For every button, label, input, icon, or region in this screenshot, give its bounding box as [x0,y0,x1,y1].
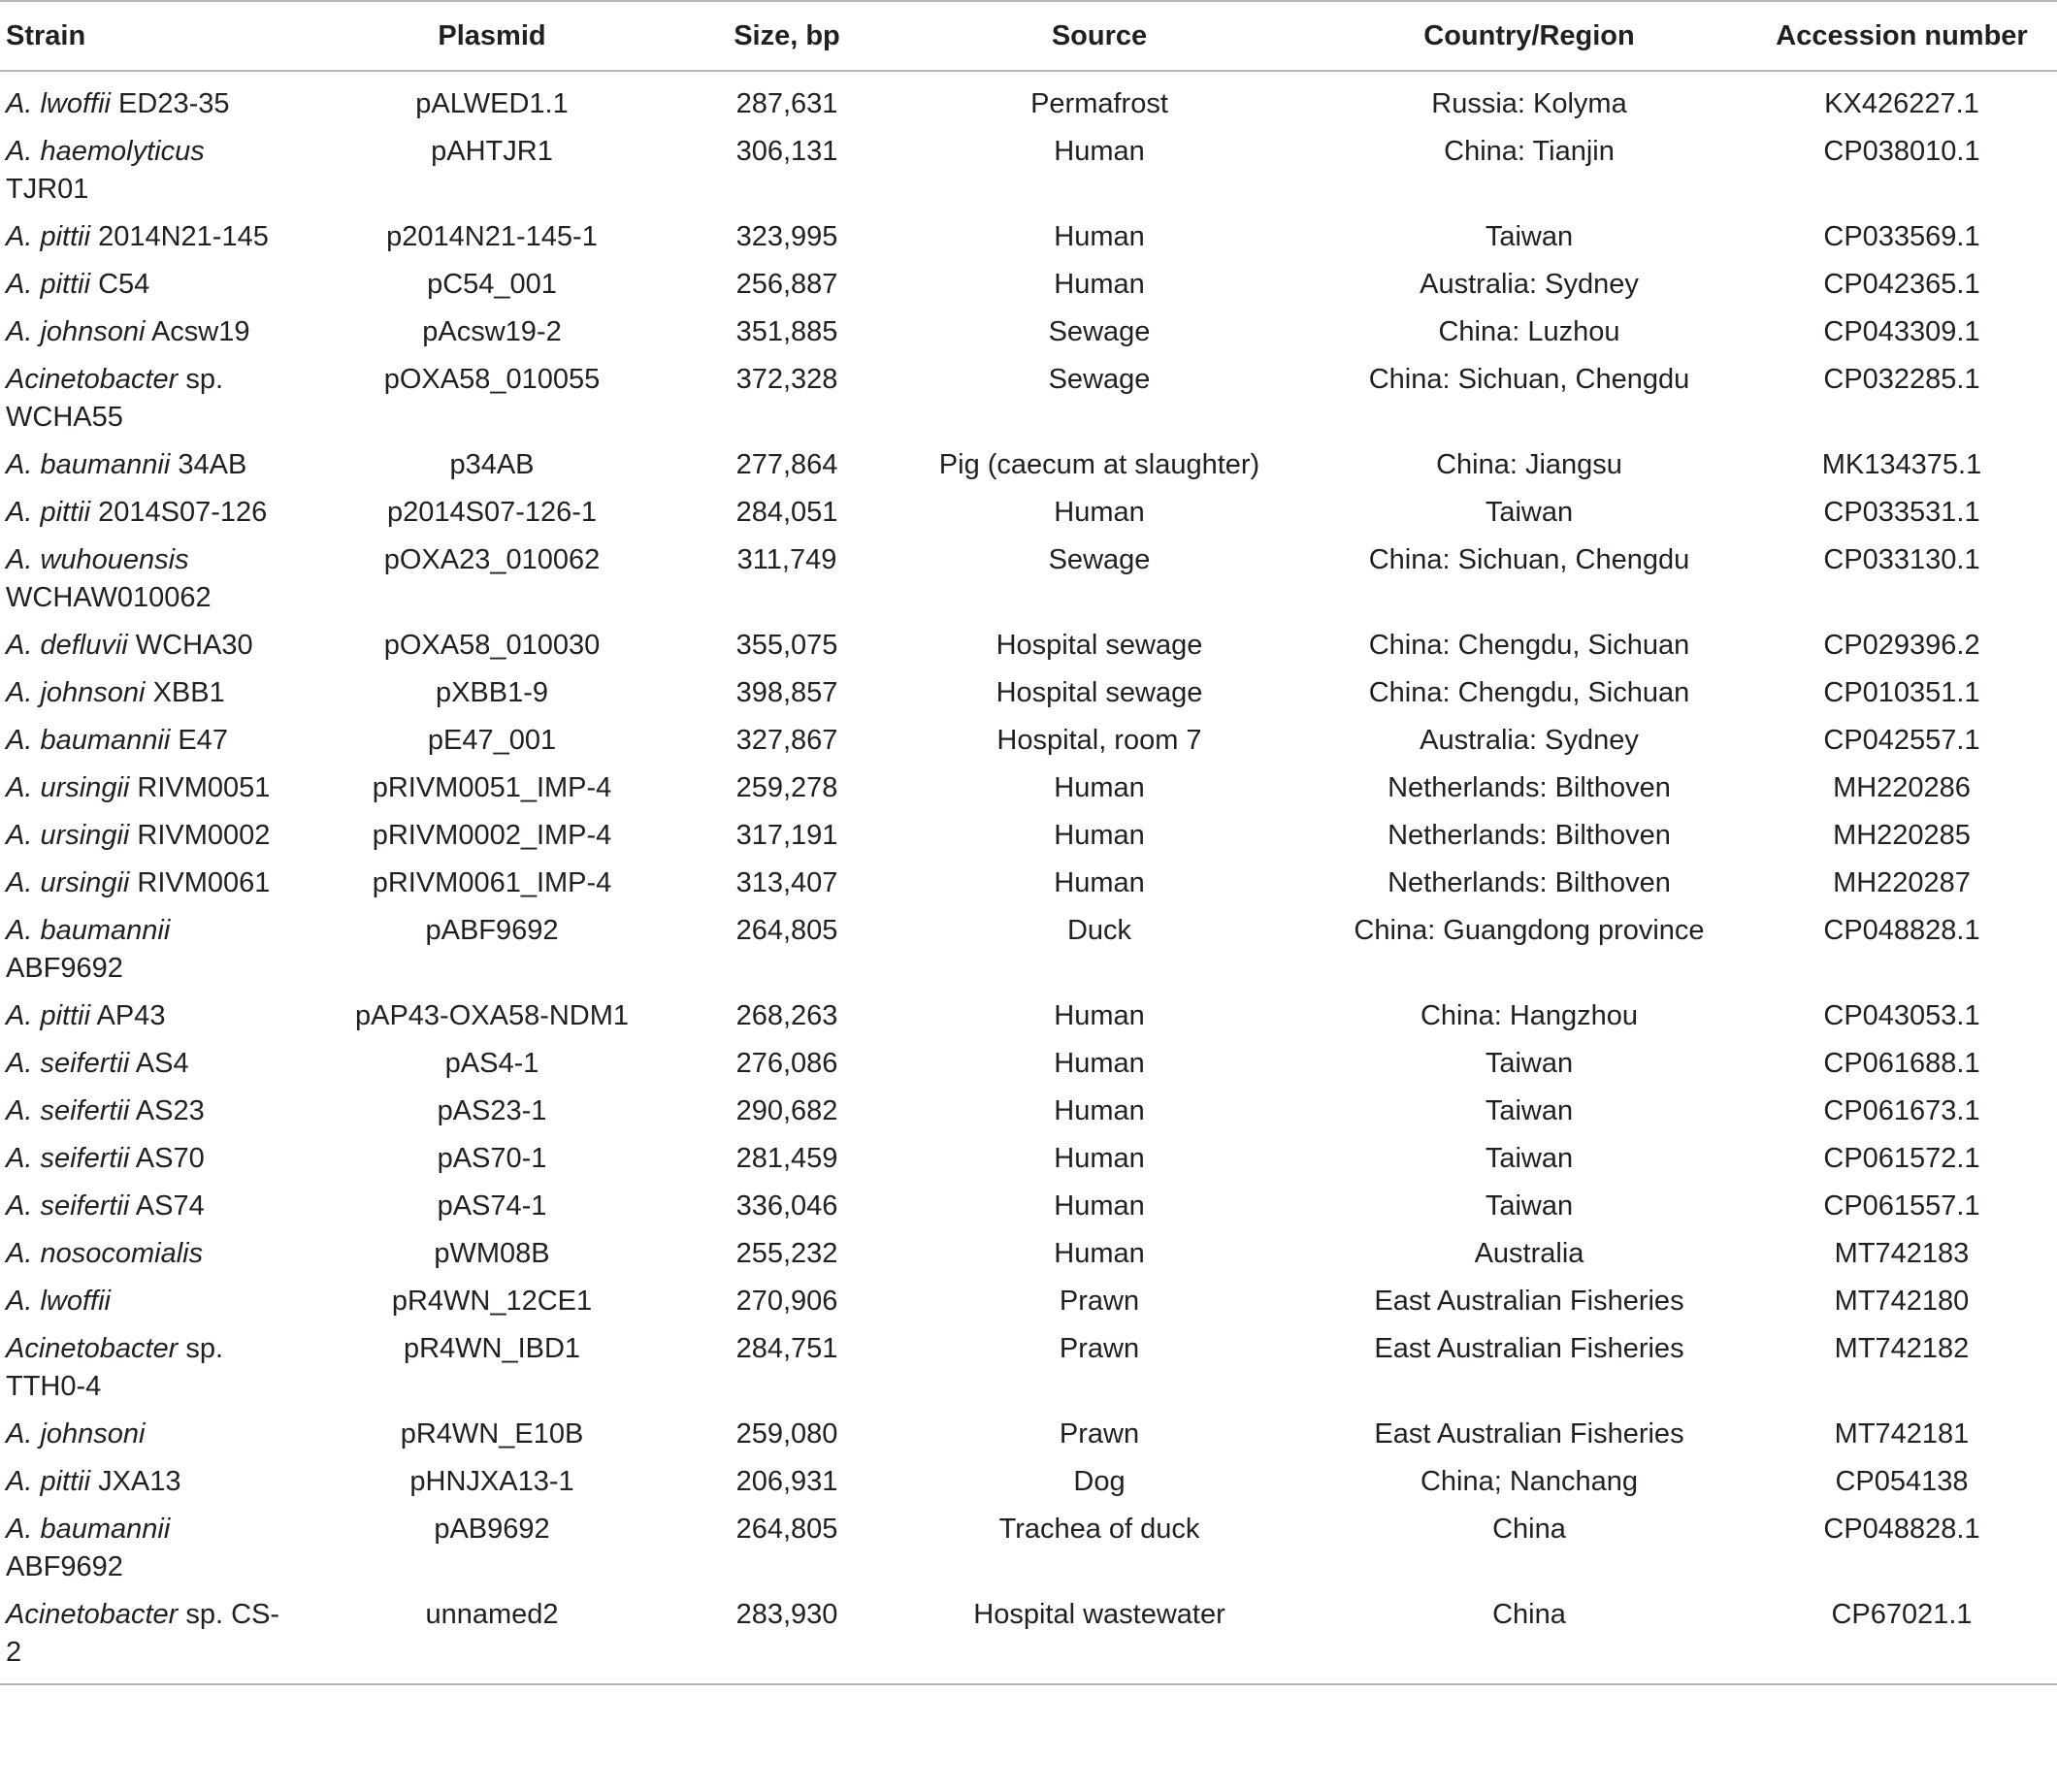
cell-accession: CP029396.2 [1823,630,1980,661]
cell-size: 256,887 [735,269,838,300]
cell-accession: CP048828.1 [1823,1514,1980,1545]
table-row [0,1277,2057,1324]
cell-source: Human [1054,1048,1145,1079]
cell-country: Australia: Sydney [1420,725,1639,756]
strain-isolate: ABF9692 [6,1551,123,1582]
cell-source: Sewage [1048,544,1151,575]
cell-country: Taiwan [1485,1048,1574,1079]
cell-accession: CP032285.1 [1823,364,1980,395]
cell-size: 306,131 [735,136,838,167]
cell-country: Taiwan [1485,1095,1574,1126]
cell-size: 327,867 [735,725,838,756]
cell-strain [0,1410,291,1457]
cell-accession: MH220287 [1833,867,1971,898]
cell-size: 372,328 [735,364,838,395]
cell-accession: MT742180 [1834,1286,1970,1317]
strain-species: A. johnsoni [6,316,146,347]
cell-strain [0,260,291,308]
cell-plasmid: pRIVM0061_IMP-4 [372,867,612,898]
strain-species: A. baumannii [6,915,171,946]
cell-size: 313,407 [735,867,838,898]
cell-country: China: Jiangsu [1436,449,1622,480]
cell-country: Australia [1474,1238,1584,1269]
cell-strain [0,621,291,668]
cell-plasmid: pR4WN_IBD1 [403,1333,581,1364]
cell-strain [0,992,291,1039]
cell-size: 259,080 [735,1418,838,1450]
strain-isolate: WCHA30 [135,630,253,661]
cell-size: 311,749 [736,544,837,575]
cell-country: East Australian Fisheries [1374,1333,1684,1364]
cell-country: China [1492,1599,1566,1630]
table-row [0,668,2057,716]
cell-plasmid: p34AB [449,449,535,480]
header-size: Size, bp [734,19,840,51]
cell-accession: CP033531.1 [1823,497,1980,528]
table-row [0,440,2057,488]
cell-size: 290,682 [735,1095,838,1126]
cell-accession: CP061673.1 [1823,1095,1980,1126]
cell-accession: CP054138 [1835,1466,1969,1497]
cell-source: Hospital wastewater [973,1599,1225,1630]
cell-strain [0,71,291,127]
table-row [0,1410,2057,1457]
cell-source: Human [1054,221,1145,252]
cell-plasmid: unnamed2 [425,1599,559,1630]
strain-species: A. nosocomialis [6,1238,204,1269]
strain-species: A. pittii [6,497,91,528]
cell-size: 283,930 [735,1599,838,1630]
cell-source: Permafrost [1030,88,1168,119]
cell-source: Hospital sewage [996,677,1203,708]
cell-country: East Australian Fisheries [1374,1286,1684,1317]
cell-plasmid: pRIVM0051_IMP-4 [372,772,612,803]
cell-strain [0,1277,291,1324]
strain-isolate: ABF9692 [6,953,123,984]
table-row [0,764,2057,811]
cell-strain [0,811,291,859]
cell-strain [0,764,291,811]
cell-country: China: Tianjin [1444,136,1615,167]
cell-plasmid: pAS74-1 [437,1190,547,1222]
strain-species: A. lwoffii [6,1286,111,1317]
cell-country: Russia: Kolyma [1431,88,1627,119]
cell-strain [0,906,291,992]
cell-source: Prawn [1059,1286,1140,1317]
cell-plasmid: pOXA58_010030 [383,630,601,661]
cell-source: Human [1054,867,1145,898]
cell-strain [0,127,291,212]
strain-isolate: XBB1 [152,677,225,708]
strain-isolate: TJR01 [6,174,89,205]
strain-isolate: RIVM0061 [137,867,271,898]
cell-accession: CP042557.1 [1823,725,1980,756]
cell-size: 270,906 [735,1286,838,1317]
cell-size: 355,075 [735,630,838,661]
strain-isolate: sp. WCHA55 [6,364,224,433]
table-row [0,716,2057,764]
table-row [0,260,2057,308]
cell-accession: CP061557.1 [1823,1190,1980,1222]
cell-accession: MH220286 [1833,772,1971,803]
table-row [0,1324,2057,1410]
cell-size: 264,805 [735,1514,838,1545]
cell-source: Hospital sewage [996,630,1203,661]
cell-size: 284,751 [735,1333,838,1364]
strain-species: A. seifertii [6,1190,130,1222]
cell-accession: CP043309.1 [1823,316,1980,347]
cell-source: Hospital, room 7 [996,725,1202,756]
strain-isolate: 2014N21-145 [98,221,269,252]
cell-source: Trachea of duck [998,1514,1200,1545]
cell-plasmid: p2014N21-145-1 [386,221,598,252]
strain-isolate: RIVM0002 [137,820,271,851]
cell-size: 206,931 [735,1466,838,1497]
cell-country: Taiwan [1485,497,1574,528]
cell-size: 268,263 [735,1000,838,1031]
strain-isolate: AS4 [135,1048,189,1079]
table-row [0,859,2057,906]
strain-isolate: AP43 [96,1000,166,1031]
cell-size: 317,191 [735,820,838,851]
strain-species: A. baumannii [6,449,171,480]
cell-accession: CP043053.1 [1823,1000,1980,1031]
strain-species: A. pittii [6,221,91,252]
strain-isolate: 34AB [178,449,247,480]
cell-accession: MH220285 [1833,820,1971,851]
cell-country: China: Chengdu, Sichuan [1368,677,1690,708]
cell-source: Sewage [1048,364,1151,395]
table-row [0,1134,2057,1182]
cell-source: Human [1054,1190,1145,1222]
strain-isolate: E47 [178,725,228,756]
cell-plasmid: pOXA23_010062 [383,544,601,575]
cell-strain [0,308,291,355]
cell-source: Human [1054,772,1145,803]
table-row [0,1505,2057,1590]
cell-strain [0,1590,291,1684]
table-header [0,1,2057,71]
cell-size: 323,995 [735,221,838,252]
strain-species: Acinetobacter [6,1333,179,1364]
cell-country: China: Chengdu, Sichuan [1368,630,1690,661]
cell-country: East Australian Fisheries [1374,1418,1684,1450]
cell-size: 277,864 [735,449,838,480]
cell-country: China: Luzhou [1438,316,1620,347]
table-row [0,1039,2057,1087]
strain-species: A. seifertii [6,1095,130,1126]
strain-isolate: Acsw19 [150,316,250,347]
cell-plasmid: pAcsw19-2 [422,316,562,347]
cell-accession: CP048828.1 [1823,915,1980,946]
cell-strain [0,1229,291,1277]
cell-plasmid: pXBB1-9 [435,677,549,708]
strain-isolate: AS23 [135,1095,205,1126]
table-row [0,621,2057,668]
cell-source: Duck [1066,915,1132,946]
cell-source: Human [1054,1143,1145,1174]
strain-species: A. johnsoni [6,1418,146,1450]
strain-species: A. ursingii [6,867,130,898]
cell-plasmid: pABF9692 [425,915,559,946]
table-row [0,536,2057,621]
cell-size: 281,459 [735,1143,838,1174]
cell-plasmid: pWM08B [434,1238,550,1269]
cell-plasmid: pAS70-1 [437,1143,547,1174]
cell-source: Prawn [1059,1333,1140,1364]
strain-species: A. pittii [6,269,91,300]
cell-source: Prawn [1059,1418,1140,1450]
cell-accession: CP038010.1 [1823,136,1980,167]
strain-species: A. defluvii [6,630,128,661]
strain-species: A. pittii [6,1466,91,1497]
strain-isolate: AS74 [135,1190,205,1222]
strain-species: A. haemolyticus [6,136,205,167]
cell-plasmid: pHNJXA13-1 [409,1466,574,1497]
strain-isolate: AS70 [135,1143,205,1174]
cell-size: 255,232 [735,1238,838,1269]
cell-strain [0,536,291,621]
header-source: Source [1051,19,1148,51]
cell-strain [0,440,291,488]
cell-size: 276,086 [735,1048,838,1079]
cell-source: Human [1054,820,1145,851]
cell-country: China: Sichuan, Chengdu [1368,364,1690,395]
table-row [0,1457,2057,1505]
table-row [0,308,2057,355]
table-row [0,212,2057,260]
strain-isolate: C54 [98,269,150,300]
cell-strain [0,488,291,536]
table-row [0,992,2057,1039]
strain-species: A. ursingii [6,820,130,851]
cell-source: Human [1054,269,1145,300]
cell-strain [0,859,291,906]
cell-strain [0,1134,291,1182]
cell-strain [0,1182,291,1229]
cell-accession: CP061572.1 [1823,1143,1980,1174]
cell-accession: MT742183 [1834,1238,1970,1269]
cell-size: 287,631 [735,88,838,119]
header-plasmid: Plasmid [438,19,546,51]
strain-species: A. pittii [6,1000,91,1031]
cell-plasmid: p2014S07-126-1 [386,497,598,528]
cell-accession: MK134375.1 [1821,449,1982,480]
strain-species: A. ursingii [6,772,130,803]
strain-isolate: sp. TTH0-4 [6,1333,224,1402]
cell-country: China: Guangdong province [1354,915,1705,946]
cell-strain [0,668,291,716]
cell-size: 351,885 [735,316,838,347]
cell-accession: CP010351.1 [1823,677,1980,708]
cell-accession: CP042365.1 [1823,269,1980,300]
strain-isolate: WCHAW010062 [6,582,212,613]
cell-accession: CP67021.1 [1831,1599,1973,1630]
cell-country: Taiwan [1485,221,1574,252]
table-row [0,127,2057,212]
strain-isolate: 2014S07-126 [98,497,268,528]
cell-plasmid: pR4WN_12CE1 [391,1286,593,1317]
cell-accession: CP061688.1 [1823,1048,1980,1079]
table-row [0,355,2057,440]
cell-source: Human [1054,497,1145,528]
header-strain: Strain [6,19,86,51]
cell-accession: KX426227.1 [1824,88,1979,119]
strain-species: A. baumannii [6,725,171,756]
strain-isolate: ED23-35 [118,88,230,119]
table-row [0,906,2057,992]
cell-plasmid: pALWED1.1 [415,88,569,119]
cell-plasmid: pC54_001 [427,269,557,300]
cell-plasmid: pR4WN_E10B [400,1418,584,1450]
cell-country: China; Nanchang [1420,1466,1639,1497]
cell-source: Pig (caecum at slaughter) [938,449,1260,480]
cell-strain [0,716,291,764]
cell-plasmid: pE47_001 [427,725,557,756]
cell-strain [0,1457,291,1505]
table-row [0,1590,2057,1684]
table-row [0,1182,2057,1229]
strain-isolate: RIVM0051 [137,772,271,803]
table-row [0,1229,2057,1277]
cell-size: 284,051 [735,497,838,528]
cell-size: 336,046 [735,1190,838,1222]
cell-accession: CP033569.1 [1823,221,1980,252]
cell-plasmid: pAP43-OXA58-NDM1 [354,1000,630,1031]
cell-country: China: Sichuan, Chengdu [1368,544,1690,575]
cell-strain [0,212,291,260]
strain-isolate: sp. CS-2 [6,1599,280,1668]
cell-source: Dog [1073,1466,1126,1497]
cell-accession: MT742181 [1834,1418,1970,1450]
table-row [0,71,2057,127]
cell-source: Human [1054,136,1145,167]
header-row [0,1,2057,71]
strain-species: A. lwoffii [6,88,111,119]
cell-plasmid: pAS23-1 [437,1095,547,1126]
cell-source: Human [1054,1095,1145,1126]
cell-country: China [1492,1514,1566,1545]
cell-country: Netherlands: Bilthoven [1388,772,1671,803]
cell-accession: MT742182 [1834,1333,1970,1364]
cell-strain [0,1087,291,1134]
cell-plasmid: pAHTJR1 [431,136,553,167]
cell-source: Sewage [1048,316,1151,347]
cell-accession: CP033130.1 [1823,544,1980,575]
cell-plasmid: pRIVM0002_IMP-4 [372,820,612,851]
strain-species: A. baumannii [6,1514,171,1545]
cell-country: Australia: Sydney [1420,269,1639,300]
cell-plasmid: pAS4-1 [444,1048,539,1079]
strain-species: Acinetobacter [6,364,179,395]
strain-species: Acinetobacter [6,1599,179,1630]
cell-country: Taiwan [1485,1190,1574,1222]
cell-strain [0,1505,291,1590]
cell-country: Taiwan [1485,1143,1574,1174]
strain-species: A. wuhouensis [6,544,189,575]
cell-source: Human [1054,1000,1145,1031]
table-body [0,71,2057,1684]
table-row [0,488,2057,536]
strain-isolate: JXA13 [98,1466,181,1497]
cell-plasmid: pOXA58_010055 [383,364,601,395]
strain-species: A. seifertii [6,1048,130,1079]
cell-plasmid: pAB9692 [434,1514,550,1545]
table-row [0,811,2057,859]
strain-species: A. seifertii [6,1143,130,1174]
cell-country: China: Hangzhou [1420,1000,1639,1031]
table-row [0,1087,2057,1134]
cell-country: Netherlands: Bilthoven [1388,820,1671,851]
cell-source: Human [1054,1238,1145,1269]
header-country: Country/Region [1423,19,1635,51]
cell-strain [0,355,291,440]
cell-size: 398,857 [735,677,838,708]
cell-size: 259,278 [735,772,838,803]
strain-species: A. johnsoni [6,677,146,708]
cell-country: Netherlands: Bilthoven [1388,867,1671,898]
cell-strain [0,1039,291,1087]
cell-strain [0,1324,291,1410]
cell-size: 264,805 [735,915,838,946]
header-accession: Accession number [1776,19,2028,51]
